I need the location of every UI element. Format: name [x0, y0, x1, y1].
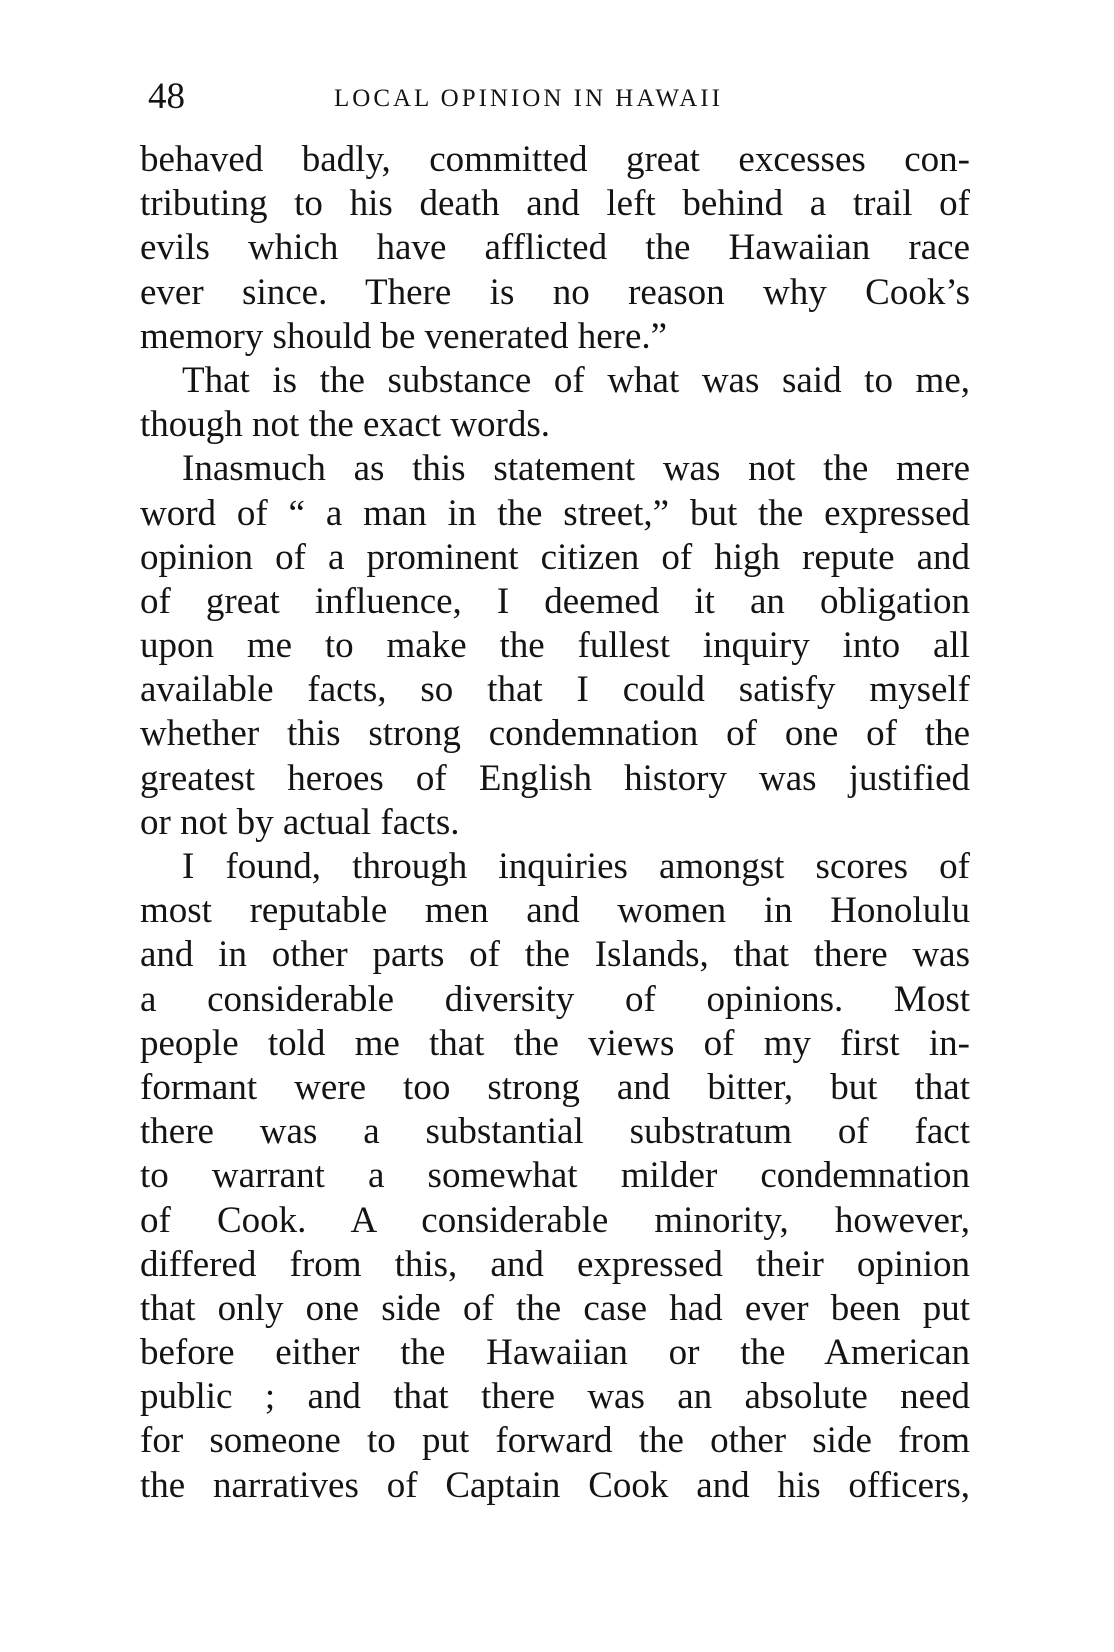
text-line: most reputable men and women in Honolulu	[140, 890, 970, 932]
text-line: people told me that the views of my first in-	[140, 1022, 970, 1064]
text-line: that only one side of the case had ever been put	[140, 1287, 970, 1329]
text-line: or not by actual facts.	[140, 801, 460, 843]
text-line: behaved badly, committed great excesses con-	[140, 139, 970, 180]
text-line: before either the Hawaiian or the American	[140, 1332, 970, 1374]
text-line: tributing to his death and left behind a trail of	[140, 183, 970, 225]
text-line: opinion of a prominent citizen of high repute and	[140, 536, 970, 578]
text-line: whether this strong condemnation of one of the	[140, 713, 970, 755]
text-line: greatest heroes of English history was justified	[140, 757, 970, 799]
running-title: LOCAL OPINION IN HAWAII	[334, 85, 723, 112]
text-line: and in other parts of the Islands, that there was	[140, 934, 970, 976]
body-text	[140, 138, 970, 1508]
text-line: though not the exact words.	[140, 404, 550, 446]
text-line: there was a substantial substratum of fact	[140, 1111, 970, 1153]
text-line: upon me to make the fullest inquiry into all	[140, 625, 970, 667]
text-line: memory should be venerated here.”	[140, 315, 668, 357]
text-line: the narratives of Captain Cook and his officers,	[140, 1464, 970, 1506]
text-line: for someone to put forward the other side from	[140, 1420, 970, 1462]
text-line: a considerable diversity of opinions. Most	[140, 978, 970, 1020]
text-line: of Cook. A considerable minority, however,	[140, 1199, 970, 1241]
page-number: 48	[148, 76, 185, 117]
running-head	[148, 72, 978, 122]
text-line: formant were too strong and bitter, but that	[140, 1066, 970, 1108]
text-line: of great influence, I deemed it an obligation	[140, 580, 970, 622]
text-line: to warrant a somewhat milder condemnation	[140, 1155, 970, 1197]
text-line: available facts, so that I could satisfy myself	[140, 669, 970, 711]
text-line: That is the substance of what was said to me,	[182, 359, 970, 401]
text-line: public ; and that there was an absolute need	[140, 1376, 970, 1418]
text-line: ever since. There is no reason why Cook’s	[140, 271, 970, 313]
text-line: I found, through inquiries amongst scores of	[182, 846, 970, 887]
text-line: word of “ a man in the street,” but the expressed	[140, 492, 970, 534]
text-line: evils which have afflicted the Hawaiian race	[140, 227, 970, 269]
text-line: differed from this, and expressed their opinion	[140, 1243, 970, 1285]
text-line: Inasmuch as this statement was not the mere	[182, 448, 970, 490]
